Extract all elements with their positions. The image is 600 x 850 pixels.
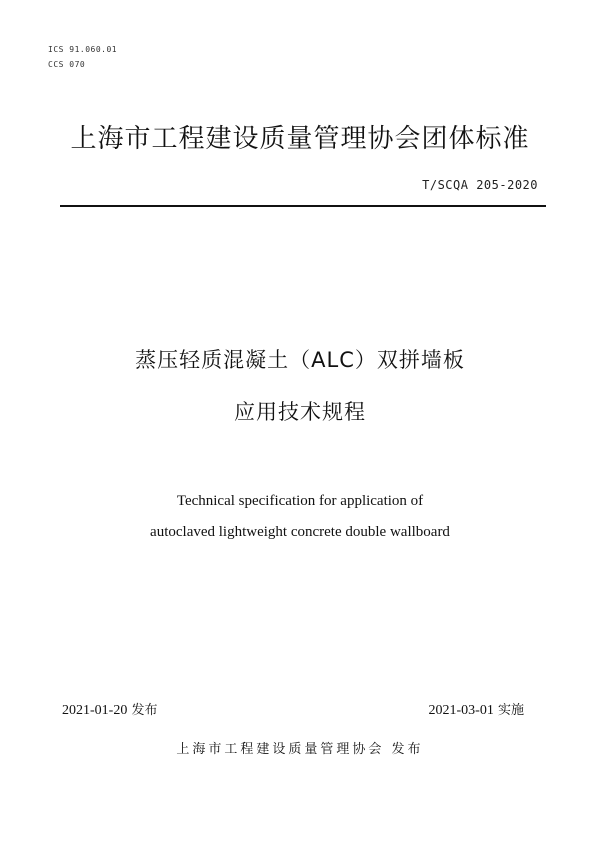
- english-title-line-2: autoclaved lightweight concrete double wallboard: [150, 524, 450, 540]
- chinese-title-line-1: 蒸压轻质混凝土（ALC）双拼墙板: [135, 348, 465, 372]
- ccs-code: CCS 070: [48, 60, 86, 69]
- header-divider: [60, 205, 546, 207]
- standard-number: T/SCQA 205-2020: [422, 178, 538, 192]
- implementation-date: [429, 699, 524, 719]
- implementation-date-label: 实施: [497, 703, 524, 718]
- ics-code: ICS 91.060.01: [48, 45, 118, 54]
- organization-standard-title: 上海市工程建设质量管理协会团体标准: [70, 124, 530, 154]
- chinese-title-line-2: 应用技术规程: [234, 400, 366, 424]
- publisher: 上海市工程建设质量管理协会 发布: [176, 742, 424, 757]
- implementation-date-value: 2021-03-01: [428, 703, 494, 718]
- issue-date-value: 2021-01-20: [62, 703, 128, 718]
- english-title-line-1: Technical specification for application of: [176, 493, 424, 509]
- issue-date: [62, 699, 157, 719]
- issue-date-label: 发布: [131, 703, 158, 718]
